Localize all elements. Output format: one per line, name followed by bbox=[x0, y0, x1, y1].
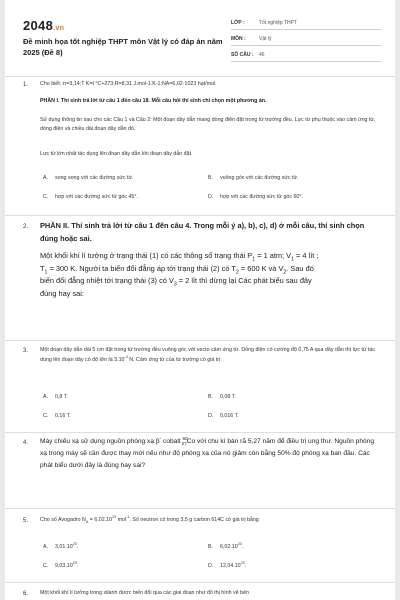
q4-text: Máy chiếu xạ sử dụng nguồn phóng xạ β- cobalt $^{60}_{27}$Co với chu kì bán rã 5,27 năm để điều trị ung thư. Nguồn phóng xạ trong máy sẽ cần được thay mới nếu như độ phóng xạ của nó giảm còn bằng 50% độ phóng xạ ban đầu. Các phát biểu dưới đây là đúng hay sai? bbox=[40, 435, 375, 469]
logo-suffix: .vn bbox=[53, 25, 65, 32]
q5-options bbox=[43, 537, 373, 575]
option-a[interactable] bbox=[43, 175, 208, 181]
question-number: 6. bbox=[23, 591, 29, 597]
meta-label: LỚP : bbox=[231, 20, 245, 26]
q1-given: Cho biết: π=3,14;T K=t °C+273;R=8,31 J.mol-1.K-1;NA=6,02·1023 hạt/mol. bbox=[40, 81, 217, 87]
option-letter: D. bbox=[208, 193, 214, 200]
divider bbox=[5, 76, 395, 77]
option-text: 0,16 T. bbox=[55, 412, 71, 419]
option-b[interactable]: B. 6,02.10$^{23}$. bbox=[208, 541, 244, 550]
q1-context bbox=[40, 116, 380, 133]
logo-text: 2048 bbox=[23, 18, 54, 33]
exam-page bbox=[5, 0, 395, 600]
q1-part-title: PHẦN I. Thí sinh trả lời từ câu 1 đến câu 18. Mỗi câu hỏi thí sinh chỉ chọn một phương án. bbox=[40, 98, 267, 104]
meta-label: SỐ CÂU : bbox=[231, 52, 254, 58]
q2-part-title: PHẦN II. Thí sinh trả lời từ câu 1 đến câu 4. Trong mỗi ý a), b), c), d) ở mỗi câu, thí sinh chọn đúng hoặc sai. bbox=[40, 221, 365, 243]
meta-label: MÔN : bbox=[231, 36, 246, 42]
option-text: 9,03.10$^{23}$. bbox=[55, 560, 79, 569]
q2-line: Một khối khí lí tưởng ở trạng thái (1) có các thông số trạng thái $P_1 = 1$ atm; $V_1 = 4$ lít ; bbox=[40, 251, 319, 263]
option-letter: A. bbox=[43, 393, 49, 400]
option-c[interactable]: C. 9,03.10$^{23}$. bbox=[43, 560, 79, 569]
option-b[interactable] bbox=[208, 175, 373, 181]
option-text: 3,01.10$^{23}$. bbox=[55, 541, 79, 550]
option-letter: D. bbox=[208, 412, 214, 419]
meta-row-subject bbox=[231, 30, 381, 46]
q5-text: Cho số Avogadro $N_A = 6,02.10^{23}$ mol$^{-1}$. Số neutron có trong 3,5 g carbon 614C có giá trị bằng bbox=[40, 515, 259, 525]
divider bbox=[5, 432, 395, 433]
option-text: 12,04.10$^{23}$. bbox=[220, 560, 247, 569]
divider bbox=[5, 215, 395, 216]
exam-meta bbox=[231, 14, 381, 62]
option-text: hợp với các đường sức từ góc 45°. bbox=[55, 193, 138, 200]
q2-line: biến đổi đẳng nhiệt tới trạng thái (3) có $V_3 = 2$ lít thì dừng lại Các phát biểu sau đây bbox=[40, 276, 312, 288]
option-d[interactable] bbox=[208, 413, 373, 419]
option-d[interactable] bbox=[208, 194, 373, 200]
q2-line: $T_1 = 300$ K. Người ta biến đổi đẳng áp tới trạng thái (2) có $T_2 = 600$ K và $V_2$. Sau đó bbox=[40, 263, 314, 275]
option-a[interactable]: A. 3,01.10$^{23}$. bbox=[43, 541, 79, 550]
meta-value: Tốt nghiệp THPT bbox=[259, 20, 297, 26]
option-text: 0,016 T. bbox=[220, 412, 239, 419]
option-letter: B. bbox=[208, 174, 214, 181]
option-text: 0,8 T. bbox=[55, 393, 68, 400]
q1-context-text: Sử dụng thông tin sau cho các Câu 1 và Câu 2: Một đoạn dây dẫn mang dòng điện đặt trong từ trường đều. Lực từ phụ thuộc vào cảm ứng từ, dòng điện và chiều dài đoạn dây dẫn đó. bbox=[40, 117, 376, 132]
option-c[interactable] bbox=[43, 194, 208, 200]
option-a[interactable] bbox=[43, 394, 208, 400]
document-title: Đề minh họa tốt nghiệp THPT môn Vật lý có đáp án năm 2025 (Đề 8) bbox=[23, 37, 223, 57]
question-number: 5. bbox=[23, 518, 29, 524]
q2-text bbox=[40, 250, 380, 300]
option-letter: B. bbox=[208, 393, 214, 400]
meta-row-count bbox=[231, 46, 381, 62]
option-text: hợp với các đường sức từ góc 60°. bbox=[220, 193, 303, 200]
meta-value: Vật lý bbox=[259, 36, 272, 42]
meta-value: 46 bbox=[259, 52, 265, 58]
question-number: 1. bbox=[23, 82, 29, 88]
q1-options bbox=[43, 168, 373, 206]
option-text: 6,02.10$^{23}$. bbox=[220, 541, 244, 550]
q2-line: đúng hay sai: bbox=[40, 288, 84, 298]
option-letter: C. bbox=[43, 412, 49, 419]
question-number: 2. bbox=[23, 224, 29, 230]
site-logo[interactable] bbox=[23, 18, 64, 33]
option-letter: C. bbox=[43, 193, 49, 200]
divider bbox=[5, 508, 395, 509]
option-d[interactable]: D. 12,04.10$^{23}$. bbox=[208, 560, 247, 569]
q3-text: Một đoạn dây dẫn dài 5 cm đặt trong từ trường đều vuông góc với vecto cảm ứng từ. Dòng điện có cường độ 0,75 A qua dây dẫn thì lực từ tác dụng lên đoạn dây có độ lớn là $3.10^{-3}$ N. Cảm ứng từ của từ trường có giá trị bbox=[40, 347, 376, 363]
question-number: 4. bbox=[23, 440, 29, 446]
option-text: song song với các đường sức từ. bbox=[55, 174, 134, 181]
question-number: 3. bbox=[23, 348, 29, 354]
q1-question: Lực từ lớn nhất tác dụng lên đoạn dây dẫn khi đoạn dây dẫn đặt bbox=[40, 151, 192, 157]
q6-text: Một khối khí lí tưởng trong xilanh được biến đổi qua các giai đoạn như đồ thị hình vẽ bên bbox=[40, 590, 249, 596]
option-letter: A. bbox=[43, 174, 49, 181]
divider bbox=[5, 340, 395, 341]
option-text: vuông góc với các đường sức từ. bbox=[220, 174, 299, 181]
option-text: 0,08 T. bbox=[220, 393, 236, 400]
q3-options bbox=[43, 387, 373, 425]
option-c[interactable] bbox=[43, 413, 208, 419]
option-b[interactable] bbox=[208, 394, 373, 400]
meta-row-class bbox=[231, 14, 381, 30]
divider bbox=[5, 582, 395, 583]
